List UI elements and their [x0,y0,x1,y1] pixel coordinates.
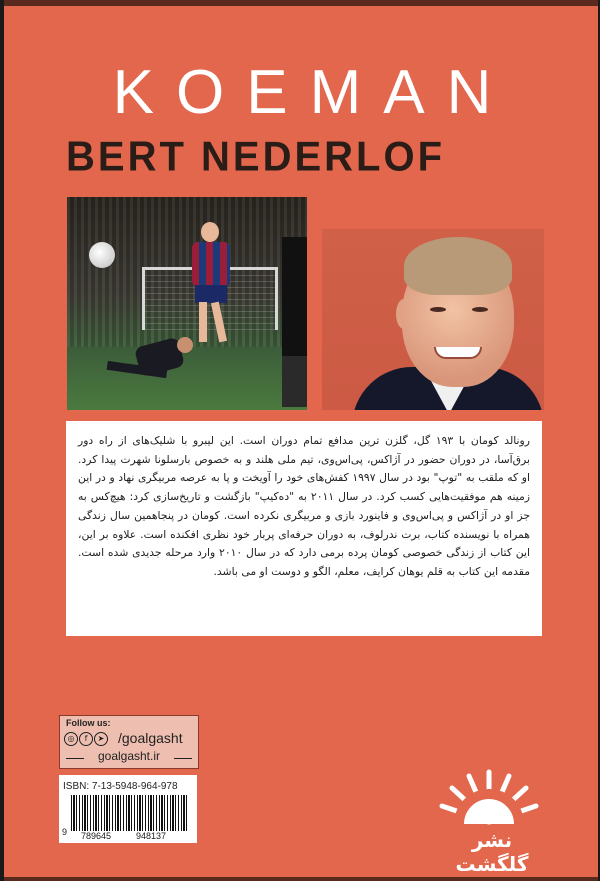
football [89,242,115,268]
telegram-icon[interactable]: ➤ [94,732,108,746]
referee [282,237,307,407]
book-back-cover [4,0,598,881]
isbn-box [59,775,197,843]
top-edge [4,0,598,6]
book-description: رونالد کومان با ۱۹۳ گل، گلزن ترین مدافع تمام دوران است. این لیبرو با شلیک‌های از راه دور برق‌آسا، در دوران حضور در آژاکس، پی‌اس‌وی، تیم ملی هلند و به خصوص بارسلونا شهرت پیدا کرد. او که ملقب به "توپ" بود در سال ۱۹۹۷ کفش‌های خود را آویخت و پا به عرصه مربیگری نهاد و در این زمینه هم موفقیت‌هایی کسب کرد. در سال ۲۰۱۱ به "ده‌کیپ" بازگشت و تاریخ‌سازی کرد: هیچ‌کس به جز او در آژاکس و پی‌اس‌وی و فاینورد بازی و مربیگری نکرده است. کومان در پنجاهمین سال زندگی همراه با نویسنده کتاب، برت ندرلوف، به دوران حرفه‌ای پربار خود نظری افکنده است. علاوه بر این، این کتاب از زندگی خصوصی کومان پرده برمی دارد که در سال ۲۰۱۰ وارد مرحله جدیدی شده است. مقدمه این کتاب به قلم یوهان کرایف، معلم، الگو و دوست او می باشد. [66,421,542,636]
match-photo [67,197,307,410]
website-url[interactable]: goalgasht.ir [97,749,161,763]
social-handle[interactable]: /goalgasht [118,730,183,746]
player-sliding [107,337,217,382]
player-leg [199,302,207,342]
portrait-photo [322,229,544,410]
portrait-eye [430,307,446,312]
portrait-smile [434,347,482,359]
social-box [59,715,199,769]
instagram-icon[interactable]: ◎ [64,732,78,746]
barcode-digits: 9 [62,827,68,837]
facebook-icon[interactable]: f [79,732,93,746]
player-shorts [195,285,227,303]
follow-label: Follow us: [66,718,111,728]
isbn-number: ISBN: 7-13-5948-964-978 [63,781,178,792]
player-barcelona [187,222,237,342]
portrait-eye [472,307,488,312]
player-head [201,222,219,242]
book-title: KOEMAN [112,58,514,127]
publisher-name: نشر گلگشت [455,828,529,876]
player-shirt [192,242,230,287]
divider [174,758,192,759]
barcode [71,795,189,831]
social-icons [64,732,108,746]
sliding-player-head [177,337,193,353]
author-name: BERT NEDERLOF [66,133,445,181]
portrait-hair [404,237,512,295]
barcode-digits: 948137 [136,831,167,841]
bottom-edge [4,877,598,881]
barcode-digits: 789645 [81,831,112,841]
